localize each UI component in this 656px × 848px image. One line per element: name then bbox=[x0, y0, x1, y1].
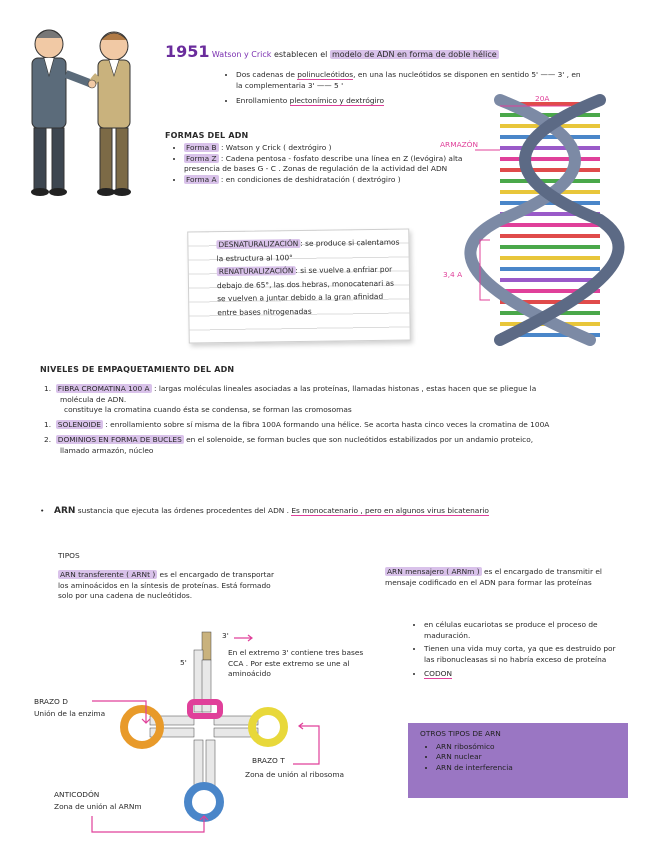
anticodon-label: ANTICODÓN bbox=[54, 790, 100, 799]
main-title bbox=[165, 40, 585, 63]
trna-end3-note: En el extremo 3' contiene tres bases CCA . Por este extremo se une al aminoácido bbox=[228, 648, 364, 679]
title-model: modelo de ADN en forma de doble hélice bbox=[331, 50, 497, 59]
trna-end5: 5' bbox=[180, 658, 187, 667]
forma-item: • Forma A : en condiciones de deshidratación ( dextrógiro ) bbox=[184, 175, 474, 186]
nivel-item: 1. FIBRA CROMATINA 100 A : largas moléculas lineales asociadas a las proteínas, llamadas histonas , estas hacen que se pliegue la molécula de ADN. constituye la cromatina cuando ésta se condensa, se forman las cromosomas bbox=[44, 384, 537, 415]
scientists-illustration bbox=[14, 14, 154, 204]
arn-label: ARN bbox=[54, 506, 76, 516]
mrna-description: ARN mensajero ( ARNm ) es el encargado de transmitir el mensaje codificado en el ADN para formar las proteínas bbox=[385, 567, 602, 587]
tipos-heading: TIPOS bbox=[58, 551, 80, 560]
otros-item: • ARN nuclear bbox=[436, 752, 628, 763]
trna-description: ARN transferente ( ARNt ) es el encargado de transportar los aminoácidos en la síntesis de proteínas. Está formado solo por una cadena de nucleótidos. bbox=[58, 570, 275, 601]
brazo-t-label: BRAZO T bbox=[252, 756, 285, 765]
trna-end3-arrow bbox=[232, 634, 256, 642]
niveles-list bbox=[44, 384, 564, 456]
title-year: 1951 bbox=[165, 42, 210, 61]
dna-label-20a: 20A bbox=[535, 94, 550, 103]
dna-label-34a: 3,4 A bbox=[443, 270, 463, 279]
otros-tipos-box bbox=[408, 723, 628, 798]
brazo-d-label: BRAZO D bbox=[34, 697, 68, 706]
dna-label-armazon: ARMAZÓN bbox=[440, 140, 479, 149]
formas-heading: FORMAS DEL ADN bbox=[165, 131, 249, 140]
title-connector: establecen el bbox=[271, 50, 330, 59]
anticodon-sub: Zona de unión al ARNm bbox=[54, 802, 142, 811]
brazo-d-arrow bbox=[90, 697, 160, 727]
mrna-bullets bbox=[410, 620, 624, 680]
formas-list bbox=[170, 143, 474, 186]
header-bullet: • Dos cadenas de polinucleótidos, en una las nucleótidos se disponen en sentido 5' —— 3' , en la complementaria 3' —— 5 ' bbox=[236, 70, 586, 91]
note-renat-title: RENATURALIZACIÓN bbox=[218, 266, 294, 277]
mrna-bullet: • Tienen una vida muy corta, ya que es destruido por las ribonucleasas si no habría exceso de proteína bbox=[424, 644, 624, 665]
anticodon-arrow bbox=[90, 812, 220, 838]
brazo-d-sub: Unión de la enzima bbox=[34, 709, 106, 718]
nivel-item: 1. SOLENOIDE : enrollamiento sobre sí misma de la fibra 100A formando una hélice. Se acorta hasta cinco veces la cromatina de 100A bbox=[44, 420, 550, 430]
trna-end3: 3' bbox=[222, 631, 229, 640]
header-bullet: • Enrollamiento plectonímico y dextrógiro bbox=[236, 96, 586, 107]
brazo-t-arrow bbox=[285, 722, 325, 768]
niveles-heading: NIVELES DE EMPAQUETAMIENTO DEL ADN bbox=[40, 365, 235, 374]
forma-item: • Forma Z : Cadena pentosa - fosfato describe una línea en Z (levógira) alta presencia de bases G - C . Zonas de regulación de la actividad del ADN bbox=[184, 154, 474, 175]
dna-dimension-lines bbox=[440, 100, 580, 310]
mrna-bullet: • en células eucariotas se produce el proceso de maduración. bbox=[424, 620, 624, 641]
note-desnat-title: DESNATURALIZACIÓN bbox=[218, 239, 299, 250]
forma-item: • Forma B : Watson y Crick ( dextrógiro ) bbox=[184, 143, 474, 154]
arn-definition: • ARN sustancia que ejecuta las órdenes procedentes del ADN . Es monocatenario , pero en algunos virus bicatenario bbox=[40, 506, 489, 516]
mrna-bullet: • CODON bbox=[424, 669, 624, 680]
otros-item: • ARN de interferencia bbox=[436, 763, 628, 774]
otros-title: OTROS TIPOS DE ARN bbox=[420, 729, 501, 738]
nivel-item: 2. DOMINIOS EN FORMA DE BUCLES en el solenoide, se forman bucles que son nucleótidos estabilizados por un andamio proteico, llamado armazón, núcleo bbox=[44, 434, 534, 455]
title-authors: Watson y Crick bbox=[211, 50, 272, 59]
note-card: DESNATURALIZACIÓN : se produce si calentamos la estructura al 100° RENATURALIZACIÓN : si se vuelve a enfriar por debajo de 65°, las dos hebras, monocatenari as se vuelven a juntar debido a la gran afinidad entre bases nitrogenadas bbox=[187, 228, 411, 343]
otros-item: • ARN ribosómico bbox=[436, 742, 628, 753]
brazo-t-sub: Zona de unión al ribosoma bbox=[245, 770, 345, 779]
